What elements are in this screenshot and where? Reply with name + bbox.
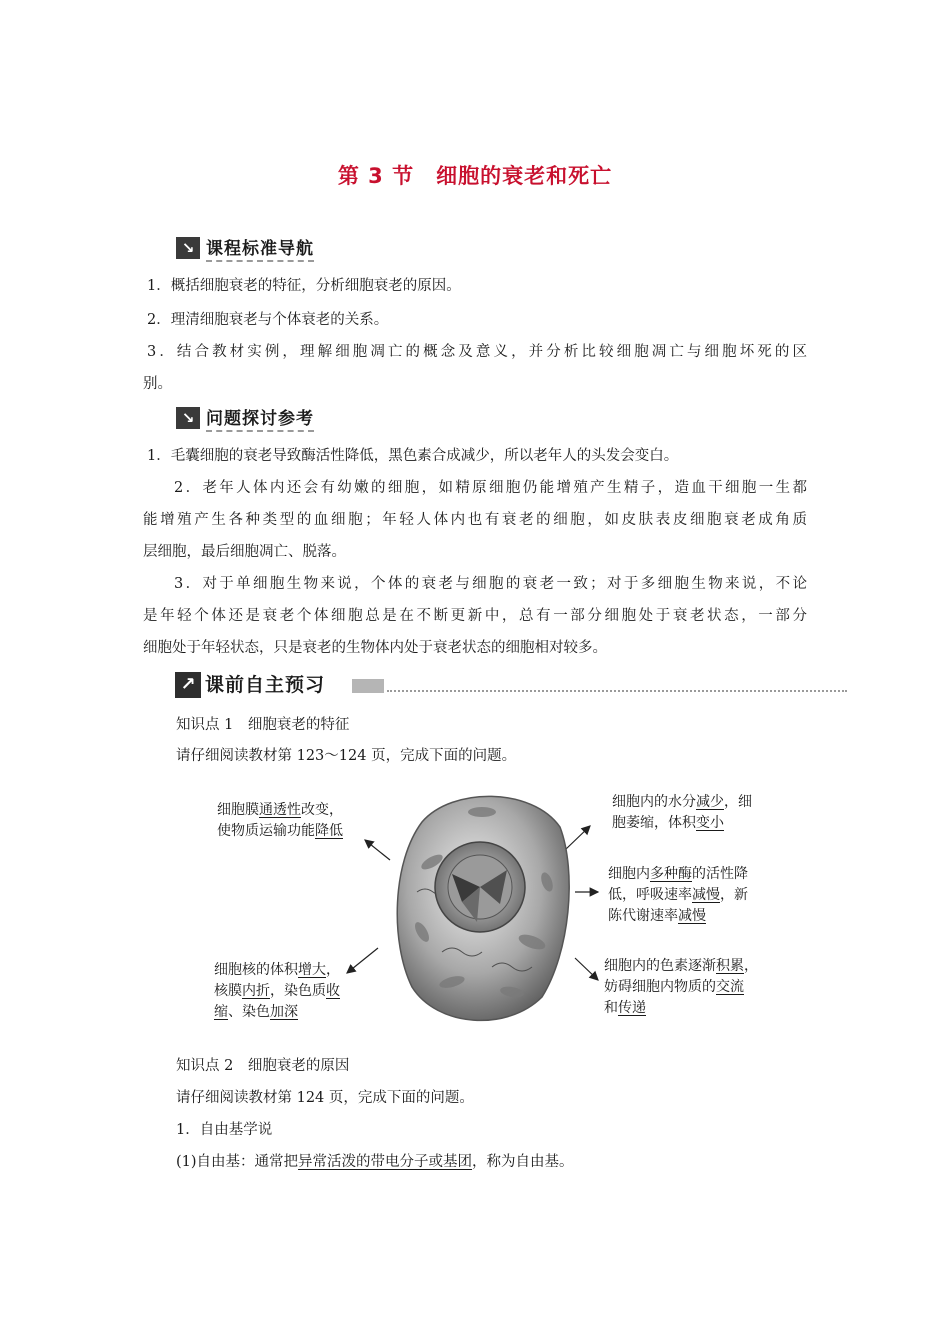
ann-text: 核膜: [214, 983, 242, 999]
knowledge-point-2: 知识点 2 细胞衰老的原因: [176, 1058, 350, 1074]
ann-answer: 交流: [716, 979, 744, 995]
knowledge-point-1: 知识点 1 细胞衰老的特征: [176, 717, 350, 733]
ann-text: 细胞内的水分: [612, 794, 696, 810]
annotation-water: [612, 792, 772, 834]
ann-text: 细胞内: [608, 866, 650, 882]
discussion-line-2: 2．老年人体内还会有幼嫩的细胞，如精原细胞仍能增殖产生精子，造血干细胞一生都: [174, 480, 807, 496]
ann-text: 细胞核的体积: [214, 962, 298, 978]
def-text: (1)自由基：通常把: [176, 1154, 299, 1170]
ann-answer: 内折: [242, 983, 270, 999]
discussion-line-1: 1．毛囊细胞的衰老导致酶活性降低，黑色素合成减少，所以老年人的头发会变白。: [147, 448, 679, 464]
section-number: 第 3 节: [337, 164, 415, 188]
ann-text: ，新: [720, 887, 748, 903]
ann-text: 细胞膜: [217, 802, 259, 818]
ann-answer: 缩: [214, 1004, 228, 1020]
standard-item-1: 1．概括细胞衰老的特征，分析细胞衰老的原因。: [147, 278, 461, 294]
kp2-instruction: 请仔细阅读教材第 124 页，完成下面的问题。: [176, 1090, 474, 1106]
ann-text: ，: [326, 962, 340, 978]
ann-text: 的活性降: [692, 866, 748, 882]
discussion-line-4: 层细胞，最后细胞凋亡、脱落。: [143, 544, 346, 560]
ann-text: 和: [604, 1000, 618, 1016]
ann-answer: 降低: [315, 823, 343, 839]
ann-text: 使物质运输功能: [217, 823, 315, 839]
def-answer: 异常活泼的带电分子或基团: [298, 1154, 473, 1170]
standard-item-3-cont: 别。: [143, 376, 172, 392]
ann-answer: 通透性: [259, 802, 301, 818]
ann-answer: 积累: [716, 958, 744, 974]
preview-heading: 课前自主预习: [205, 674, 326, 696]
ann-answer: 减慢: [692, 887, 720, 903]
free-radical-theory: 1．自由基学说: [176, 1122, 273, 1138]
standard-item-2: 2．理清细胞衰老与个体衰老的关系。: [147, 312, 389, 328]
standard-item-3: 3．结合教材实例，理解细胞凋亡的概念及意义，并分析比较细胞凋亡与细胞坏死的区: [147, 344, 807, 360]
arrow-icon: ↗: [175, 672, 201, 698]
ann-answer: 收: [326, 983, 340, 999]
ann-text: 陈代谢速率: [608, 908, 678, 924]
discussion-heading: 问题探讨参考: [206, 404, 314, 432]
section-title: 细胞的衰老和死亡: [436, 164, 613, 188]
ann-answer: 减慢: [678, 908, 706, 924]
annotation-membrane: [217, 800, 377, 842]
ann-text: ，细: [724, 794, 752, 810]
ann-answer: 多种酶: [650, 866, 692, 882]
annotation-nucleus: [214, 960, 374, 1023]
arrow-bottom-right: [575, 958, 598, 980]
annotation-enzymes: [608, 864, 768, 927]
ann-text: 改变，: [301, 802, 343, 818]
discussion-line-6: 是年轻个体还是衰老个体细胞总是在不断更新中，总有一部分细胞处于衰老状态，一部分: [143, 608, 807, 624]
ann-text: 细胞内的色素逐渐: [604, 958, 716, 974]
ann-answer: 变小: [696, 815, 724, 831]
arrow-top-left: [365, 840, 390, 860]
aging-cell-illustration: [392, 782, 572, 1032]
ann-text: 妨碍细胞内物质的: [604, 979, 716, 995]
ann-answer: 加深: [270, 1004, 298, 1020]
ann-text: ，染色质: [270, 983, 326, 999]
course-standard-heading: 课程标准导航: [206, 234, 314, 262]
arrow-icon: ↘: [176, 237, 200, 259]
def-text: ，称为自由基。: [472, 1154, 574, 1170]
discussion-line-3: 能增殖产生各种类型的血细胞；年轻人体内也有衰老的细胞，如皮肤表皮细胞衰老成角质: [143, 512, 807, 528]
ann-answer: 增大: [298, 962, 326, 978]
ann-text: 、染色: [228, 1004, 270, 1020]
ann-text: 低，呼吸速率: [608, 887, 692, 903]
discussion-line-7: 细胞处于年轻状态，只是衰老的生物体内处于衰老状态的细胞相对较多。: [143, 640, 607, 656]
ann-answer: 减少: [696, 794, 724, 810]
arrow-icon: ↘: [176, 407, 200, 429]
discussion-line-5: 3．对于单细胞生物来说，个体的衰老与细胞的衰老一致；对于多细胞生物来说，不论: [174, 576, 807, 592]
annotation-pigment: [604, 956, 774, 1019]
ann-text: ，: [744, 958, 758, 974]
kp1-instruction: 请仔细阅读教材第 123～124 页，完成下面的问题。: [176, 748, 517, 764]
ann-answer: 传递: [618, 1000, 646, 1016]
free-radical-definition: [176, 1152, 574, 1172]
ann-text: 胞萎缩，体积: [612, 815, 696, 831]
